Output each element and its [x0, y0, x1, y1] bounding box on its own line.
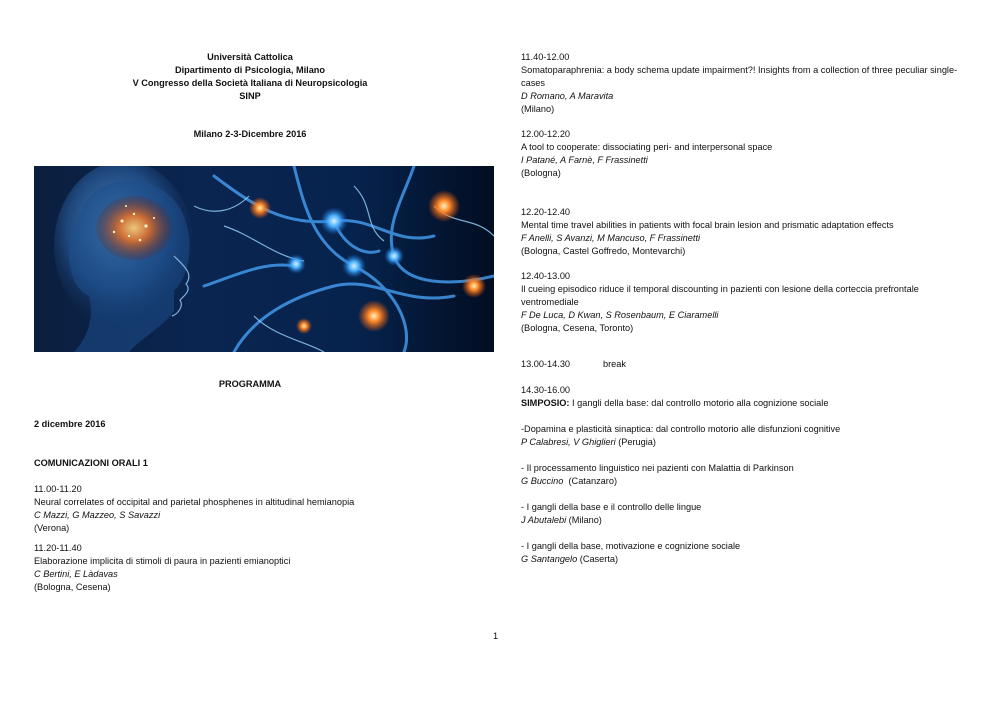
talk-time: 12.00-12.20 — [521, 129, 571, 139]
talk-title: Elaborazione implicita di stimoli di paura in pazienti emianoptici — [34, 556, 291, 566]
symposium-item-title: -Dopamina e plasticità sinaptica: dal controllo motorio alle disfunzioni cognitive — [521, 424, 841, 434]
symposium-item-place: (Perugia) — [615, 437, 656, 447]
symposium-item-3 — [521, 501, 971, 527]
left-talk-1 — [34, 483, 474, 535]
talk-time: 11.00-11.20 — [34, 484, 82, 494]
symposium-item-4 — [521, 540, 971, 566]
talk-title: Somatoparaphrenia: a body schema update impairment?! Insights from a collection of three peculiar single-cases — [521, 65, 958, 88]
talk-title: A tool to cooperate: dissociating peri- and interpersonal space — [521, 142, 773, 152]
symposium-item-authors-line — [521, 514, 971, 527]
congress-name: V Congresso della Società Italiana di Neuropsicologia — [132, 78, 368, 88]
symposium-header — [521, 384, 971, 410]
break-time: 13.00-14.30 — [521, 359, 571, 369]
department-name: Dipartimento di Psicologia, Milano — [174, 65, 326, 75]
symposium-label: SIMPOSIO: — [521, 398, 570, 408]
symposium-item-title: - I gangli della base, motivazione e cognizione sociale — [521, 541, 741, 551]
day-heading: 2 dicembre 2016 — [34, 419, 106, 429]
talk-title: Il cueing episodico riduce il temporal discounting in pazienti con lesione della corteccia prefrontale ventromediale — [521, 284, 919, 307]
right-talk-2 — [521, 128, 961, 180]
right-talk-3 — [521, 206, 961, 258]
talk-authors: F Anelli, S Avanzi, M Mancuso, F Frassinetti — [521, 233, 701, 243]
university-name: Università Cattolica — [207, 52, 293, 62]
talk-place: (Verona) — [34, 523, 70, 533]
symposium-item-1 — [521, 423, 971, 449]
left-talk-2 — [34, 542, 474, 594]
talk-time: 12.40-13.00 — [521, 271, 571, 281]
neuron-brain-image — [34, 166, 494, 352]
symposium-item-authors: J Abutalebi — [521, 515, 567, 525]
talk-title: Neural correlates of occipital and parietal phosphenes in altitudinal hemianopia — [34, 497, 355, 507]
symposium-item-place: (Catanzaro) — [563, 476, 618, 486]
talk-place: (Milano) — [521, 104, 555, 114]
talk-authors: C Mazzi, G Mazzeo, S Savazzi — [34, 510, 161, 520]
programma-heading: PROGRAMMA — [218, 379, 282, 389]
symposium-item-place: (Caserta) — [577, 554, 619, 564]
symposium-item-2 — [521, 462, 971, 488]
symposium-item-authors-line — [521, 436, 971, 449]
talk-time: 12.20-12.40 — [521, 207, 571, 217]
talk-title: Mental time travel abilities in patients with focal brain lesion and prismatic adaptation effects — [521, 220, 894, 230]
symposium-item-authors: P Calabresi, V Ghiglieri — [521, 437, 616, 447]
symposium-item-place: (Milano) — [566, 515, 602, 525]
talk-authors: D Romano, A Maravita — [521, 91, 614, 101]
talk-place: (Bologna, Cesena) — [34, 582, 111, 592]
symposium-title: I gangli della base: dal controllo motorio alla cognizione sociale — [569, 398, 829, 408]
page-number: 1 — [493, 631, 499, 641]
talk-time: 11.40-12.00 — [521, 52, 570, 62]
symposium-item-title: - Il processamento linguistico nei pazienti con Malattia di Parkinson — [521, 463, 794, 473]
symposium-item-authors: G Santangelo — [521, 554, 578, 564]
talk-authors: C Bertini, E Làdavas — [34, 569, 118, 579]
symposium-item-title: - I gangli della base e il controllo delle lingue — [521, 502, 702, 512]
break-label: break — [603, 359, 626, 369]
talk-authors: F De Luca, D Kwan, S Rosenbaum, E Ciaramelli — [521, 310, 719, 320]
talk-time: 11.20-11.40 — [34, 543, 82, 553]
symposium-time: 14.30-16.00 — [521, 385, 571, 395]
symposium-item-authors: G Buccino — [521, 476, 564, 486]
talk-authors: I Patané, A Farnè, F Frassinetti — [521, 155, 648, 165]
symposium-item-authors-line — [521, 553, 971, 566]
talk-place: (Bologna) — [521, 168, 561, 178]
congress-dates: Milano 2-3-Dicembre 2016 — [193, 129, 307, 139]
talk-place: (Bologna, Cesena, Toronto) — [521, 323, 634, 333]
symposium-item-authors-line — [521, 475, 971, 488]
right-talk-4 — [521, 270, 961, 335]
symposium-title-line — [521, 397, 971, 410]
congress-acronym: SINP — [239, 91, 261, 101]
session-heading: COMUNICAZIONI ORALI 1 — [34, 458, 148, 468]
talk-place: (Bologna, Castel Goffredo, Montevarchi) — [521, 246, 686, 256]
right-talk-1 — [521, 51, 961, 116]
header-block — [34, 51, 466, 103]
